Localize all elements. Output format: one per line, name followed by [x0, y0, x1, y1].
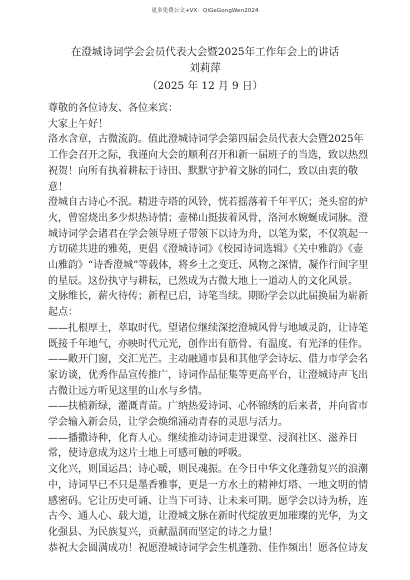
document-title: 在澄城诗词学会会员代表大会暨2025年工作年会上的讲话	[70, 46, 340, 58]
paragraph: ——扎根厚土，萃取时代。望诸位继续深挖澄城风骨与地域灵韵，让诗笔既接千年地气，亦映时代元光，创作出有筋骨、有温度、有光泽的佳作。	[48, 322, 368, 350]
title-block	[0, 44, 410, 94]
paragraph: 洛水含章，古微流韵。值此澄城诗词学会第四届会员代表大会暨2025年工作会召开之际，我谨向大会的顺利召开和新一届班子的当选，致以热烈祝贺！向所有执着耕耘于诗田、默默守护着文脉的同仁，致以由衷的敬意！	[48, 134, 368, 193]
watermark: 更多免费公文+VX：QiGeGongWen2024	[151, 8, 259, 14]
salutation: 尊敬的各位诗友、各位来宾：	[48, 103, 178, 114]
paragraph: ——播撒诗种，化育人心。继续推动诗词走进课堂、浸润社区、滋养日常，使诗意成为这片土地上可感可触的呼吸。	[48, 432, 358, 460]
greeting: 大家上午好！	[48, 118, 108, 130]
paragraph: ——敞开门窗，交汇光芒。主动融通市县和其他学会诗坛、借力市学会名家访谈，优秀作品宣传推广，诗词作品征集等更高平台，让澄城诗声飞出古微让远方听见这里的山水与乡情。	[48, 354, 368, 397]
paragraph: ——扶植新绿，灌溉青苗。广纳热爱诗词、心怀锦绣的后来者，并向省市学会输入新会员，让学会焕绵涌动青春的灵思与活力。	[48, 401, 368, 429]
paragraph: 恭祝大会圆满成功！祝愿澄城诗词学会生机蓬勃、佳作频出！愿各位诗友	[48, 542, 368, 554]
speech-date: （2025 年 12 月 9 日）	[147, 80, 263, 92]
speech-body	[48, 101, 372, 556]
author-name: 刘莉萍	[189, 62, 221, 74]
paragraph: 文化兴，则国运昌；诗心暖，则民魂振。在今日中华文化蓬勃复兴的浪潮中，诗词早已不只是墨香雅事，更是一方水土的精神灯塔、一地文明的情感密码。它让历史可诵、让当下可诗、让未来可期。愿学会以诗为桥，连古今、通人心、载大道，让澄城文脉在新时代绽放更加璀璨的光华，为文化强县、为民族复兴，贡献温润而坚定的诗之力量！	[48, 464, 368, 538]
paragraph: 澄城自古诗心不泯。精进寺塔的风铃，恍若摇落着千年平仄；尧头窑的炉火，曾窑烧出多少炽热诗情；壶梯山挺拔着风骨，洛河水婉蜒成词脉。澄城诗词学会诸君在学会领导班子带领下以诗为舟，以笔为桨，不仅筑起一方切磋共进的雅苑，更倡《澄城诗词》《校园诗词选辑》《关中雅韵》《壶山雅韵》“诗香澄城”等载体，将乡土之变迁、风物之深情，凝作行间字里的星辰。这份执守与耕耘，已然成为古微大地上一道动人的文化风景。	[48, 197, 369, 287]
paragraph: 文脉维长，薪火待传；新程已启，诗笔当续。期盼学会以此届换届为崭新起点：	[48, 291, 368, 319]
